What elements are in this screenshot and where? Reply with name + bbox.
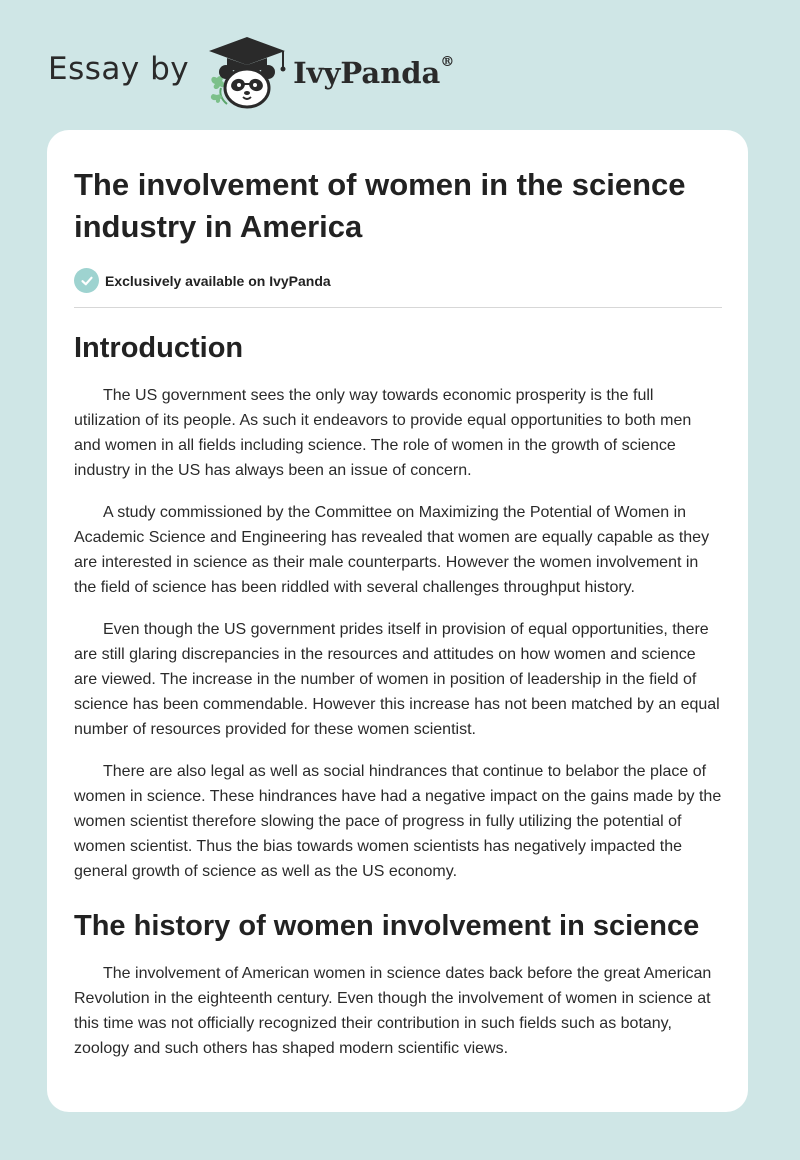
page-title: The involvement of women in the science industry in America — [74, 167, 686, 244]
brand-text: IvyPanda — [293, 56, 441, 90]
exclusive-badge — [74, 268, 722, 293]
site-header — [48, 34, 454, 110]
exclusive-badge-text: Exclusively available on IvyPanda — [105, 272, 331, 289]
paragraph: Even though the US government prides itself in provision of equal opportunities, there are still glaring discrepancies in the resources and attitudes on how women and science are viewed. The increase in the number of women in position of leadership in the field of science has been commendable. However this increase has not been matched by an equal number of resources provided for these women scientist. — [74, 621, 720, 738]
check-icon — [74, 268, 99, 293]
divider — [74, 307, 722, 308]
registered-mark: ® — [440, 54, 455, 70]
paragraph: A study commissioned by the Committee on Maximizing the Potential of Women in Academic Science and Engineering has revealed that women are equally capable as they are interested in science as their male counterparts. However the women involvement in the field of science has been riddled with several challenges throughput history. — [74, 504, 710, 596]
section-heading-history: The history of women involvement in science — [74, 910, 700, 942]
panda-logo-icon[interactable] — [203, 34, 291, 110]
essay-by-label: Essay by — [48, 51, 190, 87]
section-heading-introduction: Introduction — [74, 332, 244, 364]
paragraph: The US government sees the only way towards economic prosperity is the full utilization of its people. As such it endeavors to provide equal opportunities to both men and women in all fields including science. The role of women in the growth of science industry in the US has always been an issue of concern. — [74, 387, 692, 479]
paragraph: There are also legal as well as social hindrances that continue to belabor the place of women in science. These hindrances have had a negative impact on the gains made by the women scientist therefore slowing the pace of progress in fully utilizing the potential of women scientist. Thus the bias towards women scientists has negatively impacted the general growth of science as well as the US economy. — [74, 763, 722, 880]
essay-card — [47, 130, 748, 1112]
brand-name[interactable] — [293, 56, 454, 90]
paragraph: The involvement of American women in science dates back before the great American Revolution in the eighteenth century. Even though the involvement of women in science at this time was not officially recognized their contribution in such fields such as botany, zoology and such others has shaped modern scientific views. — [74, 965, 712, 1057]
